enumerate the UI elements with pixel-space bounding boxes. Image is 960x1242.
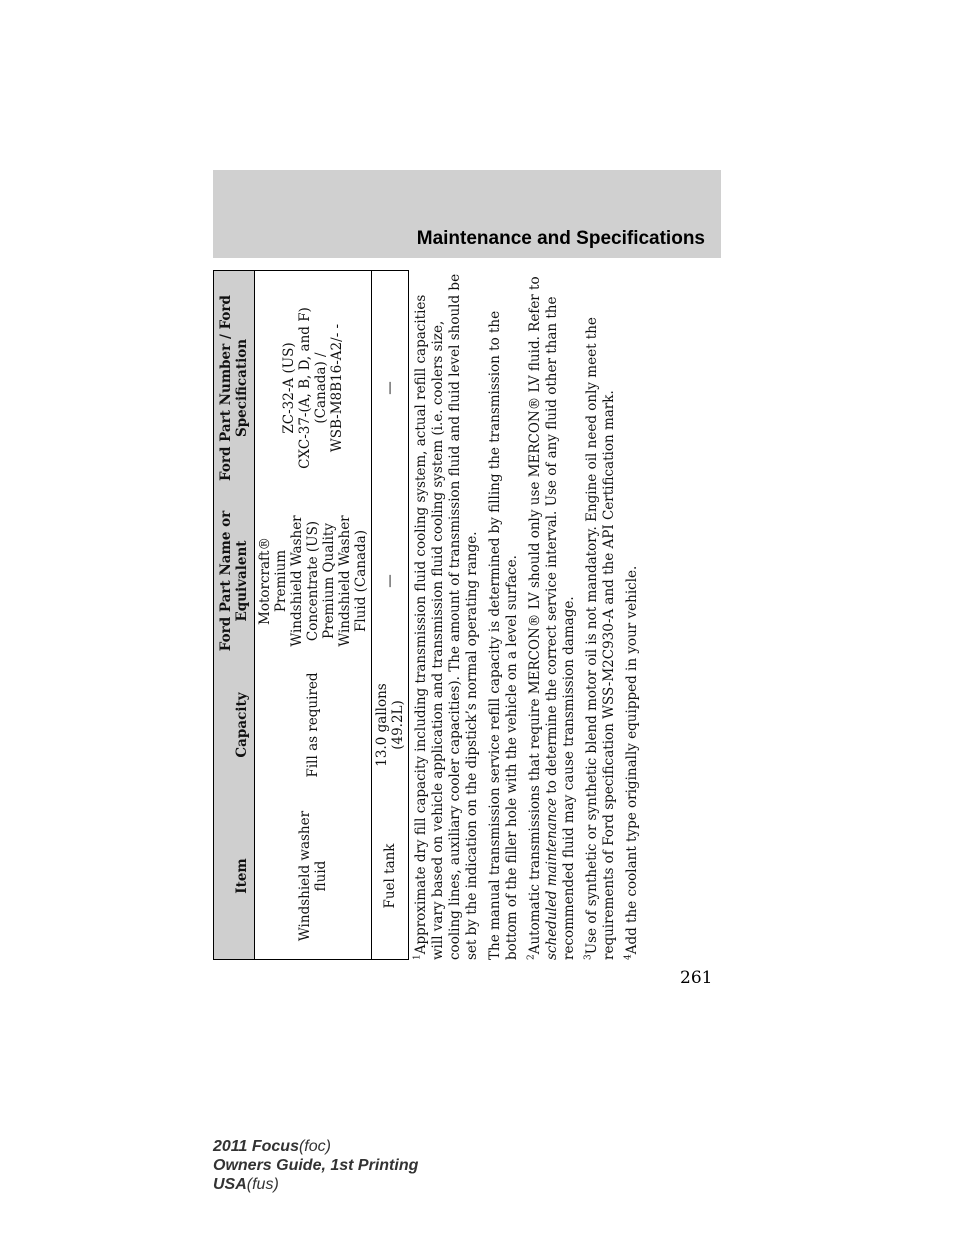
footnote-2 [527, 270, 578, 960]
page-number: 261 [680, 968, 713, 988]
section-header-band [213, 170, 721, 258]
header-part-name [214, 505, 255, 657]
table-row [255, 271, 372, 960]
footnote-marker: 2 [526, 954, 537, 960]
capacity-spec-table [213, 270, 409, 960]
footer-market-code: (fus) [246, 1176, 279, 1193]
cell-line: — [382, 381, 398, 395]
footnote-text: Add the coolant type originally equipped in your vehicle. [624, 565, 640, 955]
section-title: Maintenance and Specifications [416, 228, 705, 249]
footnote-text: Use of synthetic or synthetic blend motor oil is not mandatory. Engine oil need only meet the requirements of Ford specification WSS-M2C930-A and the API Certification mark. [584, 317, 617, 960]
cell-capacity [255, 657, 372, 793]
footer-market: USA [213, 1176, 247, 1193]
cell-part-name [255, 505, 372, 657]
header-part-number-line: Specification [234, 338, 250, 438]
cell-item [255, 793, 372, 960]
note-text: The manual transmission service refill capacity is determined by filling the transmission to the bottom of the filler hole with the vehicle on a level surface. [487, 310, 520, 960]
manual-transmission-note [487, 270, 521, 960]
footnote-text: to determine the correct service interval. Use of any fluid other than the recommended fluid may cause transmission damage. [544, 296, 577, 960]
footnote-3 [584, 270, 618, 960]
cell-capacity [372, 657, 409, 793]
cell-line: ZC-32-A (US) [281, 342, 297, 434]
cell-line: WSB-M8B16-A2/- - [329, 323, 345, 453]
cell-line: Motorcraft® Premium [257, 537, 289, 625]
cell-part-number [255, 271, 372, 506]
footnote-marker: 4 [623, 954, 634, 960]
footnote-text: Automatic transmissions that require MERCON® LV should only use MERCON® LV fluid. Refer to [527, 276, 543, 955]
cell-line: Windshield Washer [289, 515, 305, 647]
cell-line: (49.2L) [390, 700, 406, 750]
footer-line [213, 1137, 418, 1156]
footnote-4 [624, 270, 641, 960]
header-part-number [214, 271, 255, 506]
header-item: Item [214, 793, 255, 960]
cell-line: CXC-37-(A, B, D, and F) [297, 307, 313, 469]
footer-model: 2011 Focus [213, 1138, 299, 1155]
rotated-content [213, 270, 653, 960]
footer-edition: Owners Guide, 1st Printing [213, 1157, 419, 1174]
header-part-name-line: Ford Part Name or [218, 510, 234, 652]
scheduled-maintenance-reference: scheduled maintenance [544, 797, 560, 960]
cell-line: Premium Quality [321, 523, 337, 639]
footnote-marker: 3 [583, 954, 594, 960]
cell-line: — [382, 574, 398, 588]
table-header-row [214, 271, 255, 960]
footer-line [213, 1175, 418, 1194]
print-footer [213, 1137, 418, 1194]
header-part-name-line: Equivalent [234, 540, 250, 622]
cell-line: 13.0 gallons [374, 683, 390, 767]
header-capacity: Capacity [214, 657, 255, 793]
table-row [372, 271, 409, 960]
cell-line: Fluid (Canada) [353, 530, 369, 632]
footer-line [213, 1156, 418, 1175]
cell-line: Windshield washer [297, 810, 313, 942]
cell-item [372, 793, 409, 960]
footnotes [413, 270, 641, 960]
footnote-marker: 1 [412, 954, 423, 960]
header-part-number-line: Ford Part Number / Ford [218, 295, 234, 482]
cell-line: Fuel tank [382, 843, 398, 909]
cell-line: Concentrate (US) [305, 520, 321, 642]
cell-line: Windshield Washer [337, 515, 353, 647]
footnote-1 [413, 270, 481, 960]
cell-part-name [372, 505, 409, 657]
footnote-text: Approximate dry fill capacity including transmission fluid cooling system, actual refill capacities will vary based on vehicle application and transmission fluid cooling system (i.e. coolers size, cooling lines, auxiliary cooler capacities). The amount of transmission fluid and fluid level should be set by the indication on the dipstick’s normal operating range. [413, 273, 480, 960]
cell-line: fluid [313, 860, 329, 892]
cell-line: Fill as required [305, 672, 321, 778]
cell-part-number [372, 271, 409, 506]
footer-model-code: (foc) [298, 1138, 331, 1155]
cell-line: (Canada) / [313, 352, 329, 424]
